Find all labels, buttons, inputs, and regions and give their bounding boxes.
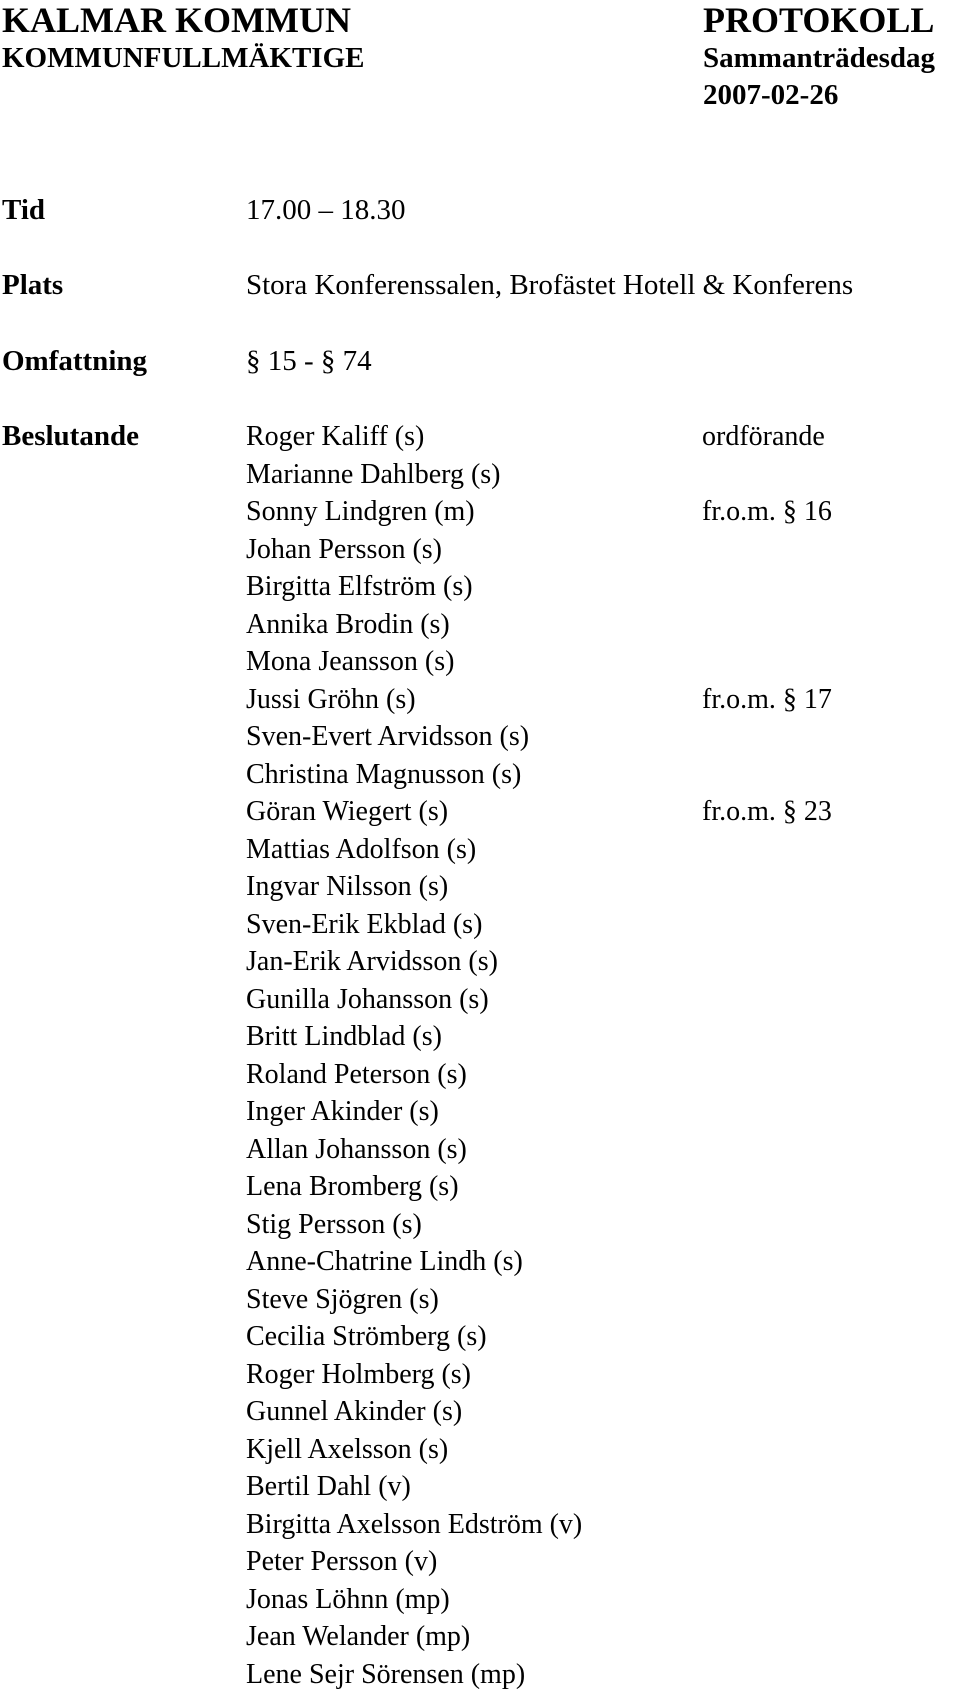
council-name: KOMMUNFULLMÄKTIGE [2, 40, 365, 77]
member-row [246, 568, 960, 606]
decision-makers-label: Beslutande [2, 418, 139, 456]
member-name: Kjell Axelsson (s) [246, 1434, 448, 1465]
member-row [246, 1243, 960, 1281]
member-name: Marianne Dahlberg (s) [246, 459, 501, 490]
scope-value: § 15 - § 74 [246, 341, 372, 381]
member-name: Annika Brodin (s) [246, 609, 450, 640]
document-type: PROTOKOLL [703, 0, 935, 40]
member-row [246, 456, 960, 494]
meeting-date: 2007-02-26 [703, 77, 935, 114]
scope-label: Omfattning [2, 341, 147, 381]
place-label: Plats [2, 265, 63, 305]
member-row [246, 831, 960, 869]
member-name: Roland Peterson (s) [246, 1059, 467, 1090]
member-role: ordförande [702, 418, 825, 456]
member-name: Steve Sjögren (s) [246, 1284, 439, 1315]
meeting-date-label: Sammanträdesdag [703, 40, 935, 77]
member-name: Johan Persson (s) [246, 534, 442, 565]
member-name: Cecilia Strömberg (s) [246, 1321, 487, 1352]
member-row [246, 1618, 960, 1656]
member-name: Ingvar Nilsson (s) [246, 871, 448, 902]
member-name: Anne-Chatrine Lindh (s) [246, 1246, 523, 1277]
member-name: Mona Jeansson (s) [246, 646, 454, 677]
member-name: Allan Johansson (s) [246, 1134, 467, 1165]
member-name: Birgitta Axelsson Edström (v) [246, 1509, 582, 1540]
member-name: Gunnel Akinder (s) [246, 1396, 462, 1427]
time-row [0, 190, 960, 230]
member-name: Roger Kaliff (s) [246, 421, 424, 452]
member-name: Sven-Evert Arvidsson (s) [246, 721, 529, 752]
member-name: Birgitta Elfström (s) [246, 571, 473, 602]
member-row [246, 868, 960, 906]
member-name: Mattias Adolfson (s) [246, 834, 476, 865]
member-name: Stig Persson (s) [246, 1209, 422, 1240]
member-name: Lena Bromberg (s) [246, 1171, 459, 1202]
header-left [2, 0, 365, 77]
header-right [703, 0, 935, 114]
time-label: Tid [2, 190, 45, 230]
member-row [246, 418, 960, 456]
member-row [246, 1093, 960, 1131]
member-name: Jan-Erik Arvidsson (s) [246, 946, 498, 977]
member-row [246, 1131, 960, 1169]
member-row [246, 1318, 960, 1356]
member-row [246, 793, 960, 831]
place-row [0, 265, 960, 305]
member-row [246, 1543, 960, 1581]
member-role: fr.o.m. § 17 [702, 681, 832, 719]
scope-row [0, 341, 960, 381]
member-row [246, 718, 960, 756]
member-name: Lene Sejr Sörensen (mp) [246, 1659, 525, 1690]
member-row [246, 1581, 960, 1619]
member-name: Jussi Gröhn (s) [246, 684, 416, 715]
member-name: Britt Lindblad (s) [246, 1021, 442, 1052]
member-role: fr.o.m. § 23 [702, 793, 832, 831]
time-value: 17.00 – 18.30 [246, 190, 406, 230]
document-header [0, 0, 960, 120]
member-row [246, 756, 960, 794]
member-row [246, 1431, 960, 1469]
member-role: fr.o.m. § 16 [702, 493, 832, 531]
member-name: Gunilla Johansson (s) [246, 984, 489, 1015]
member-row [246, 981, 960, 1019]
member-row [246, 1656, 960, 1693]
member-name: Jean Welander (mp) [246, 1621, 470, 1652]
member-name: Sven-Erik Ekblad (s) [246, 909, 482, 940]
member-row [246, 1056, 960, 1094]
member-row [246, 1356, 960, 1394]
member-name: Sonny Lindgren (m) [246, 496, 475, 527]
member-row [246, 643, 960, 681]
member-name: Jonas Löhnn (mp) [246, 1584, 450, 1615]
member-row [246, 1393, 960, 1431]
member-row [246, 1468, 960, 1506]
member-name: Christina Magnusson (s) [246, 759, 521, 790]
place-value: Stora Konferenssalen, Brofästet Hotell & Konferens [246, 265, 853, 305]
member-row [246, 606, 960, 644]
member-row [246, 493, 960, 531]
member-name: Bertil Dahl (v) [246, 1471, 411, 1502]
member-row [246, 1168, 960, 1206]
member-name: Peter Persson (v) [246, 1546, 437, 1577]
member-list [246, 418, 960, 1693]
member-name: Roger Holmberg (s) [246, 1359, 471, 1390]
member-row [246, 1018, 960, 1056]
member-row [246, 531, 960, 569]
member-row [246, 1506, 960, 1544]
member-row [246, 906, 960, 944]
municipality-name: KALMAR KOMMUN [2, 0, 365, 40]
member-name: Göran Wiegert (s) [246, 796, 448, 827]
member-row [246, 1281, 960, 1319]
member-name: Inger Akinder (s) [246, 1096, 439, 1127]
member-row [246, 1206, 960, 1244]
member-row [246, 681, 960, 719]
member-row [246, 943, 960, 981]
